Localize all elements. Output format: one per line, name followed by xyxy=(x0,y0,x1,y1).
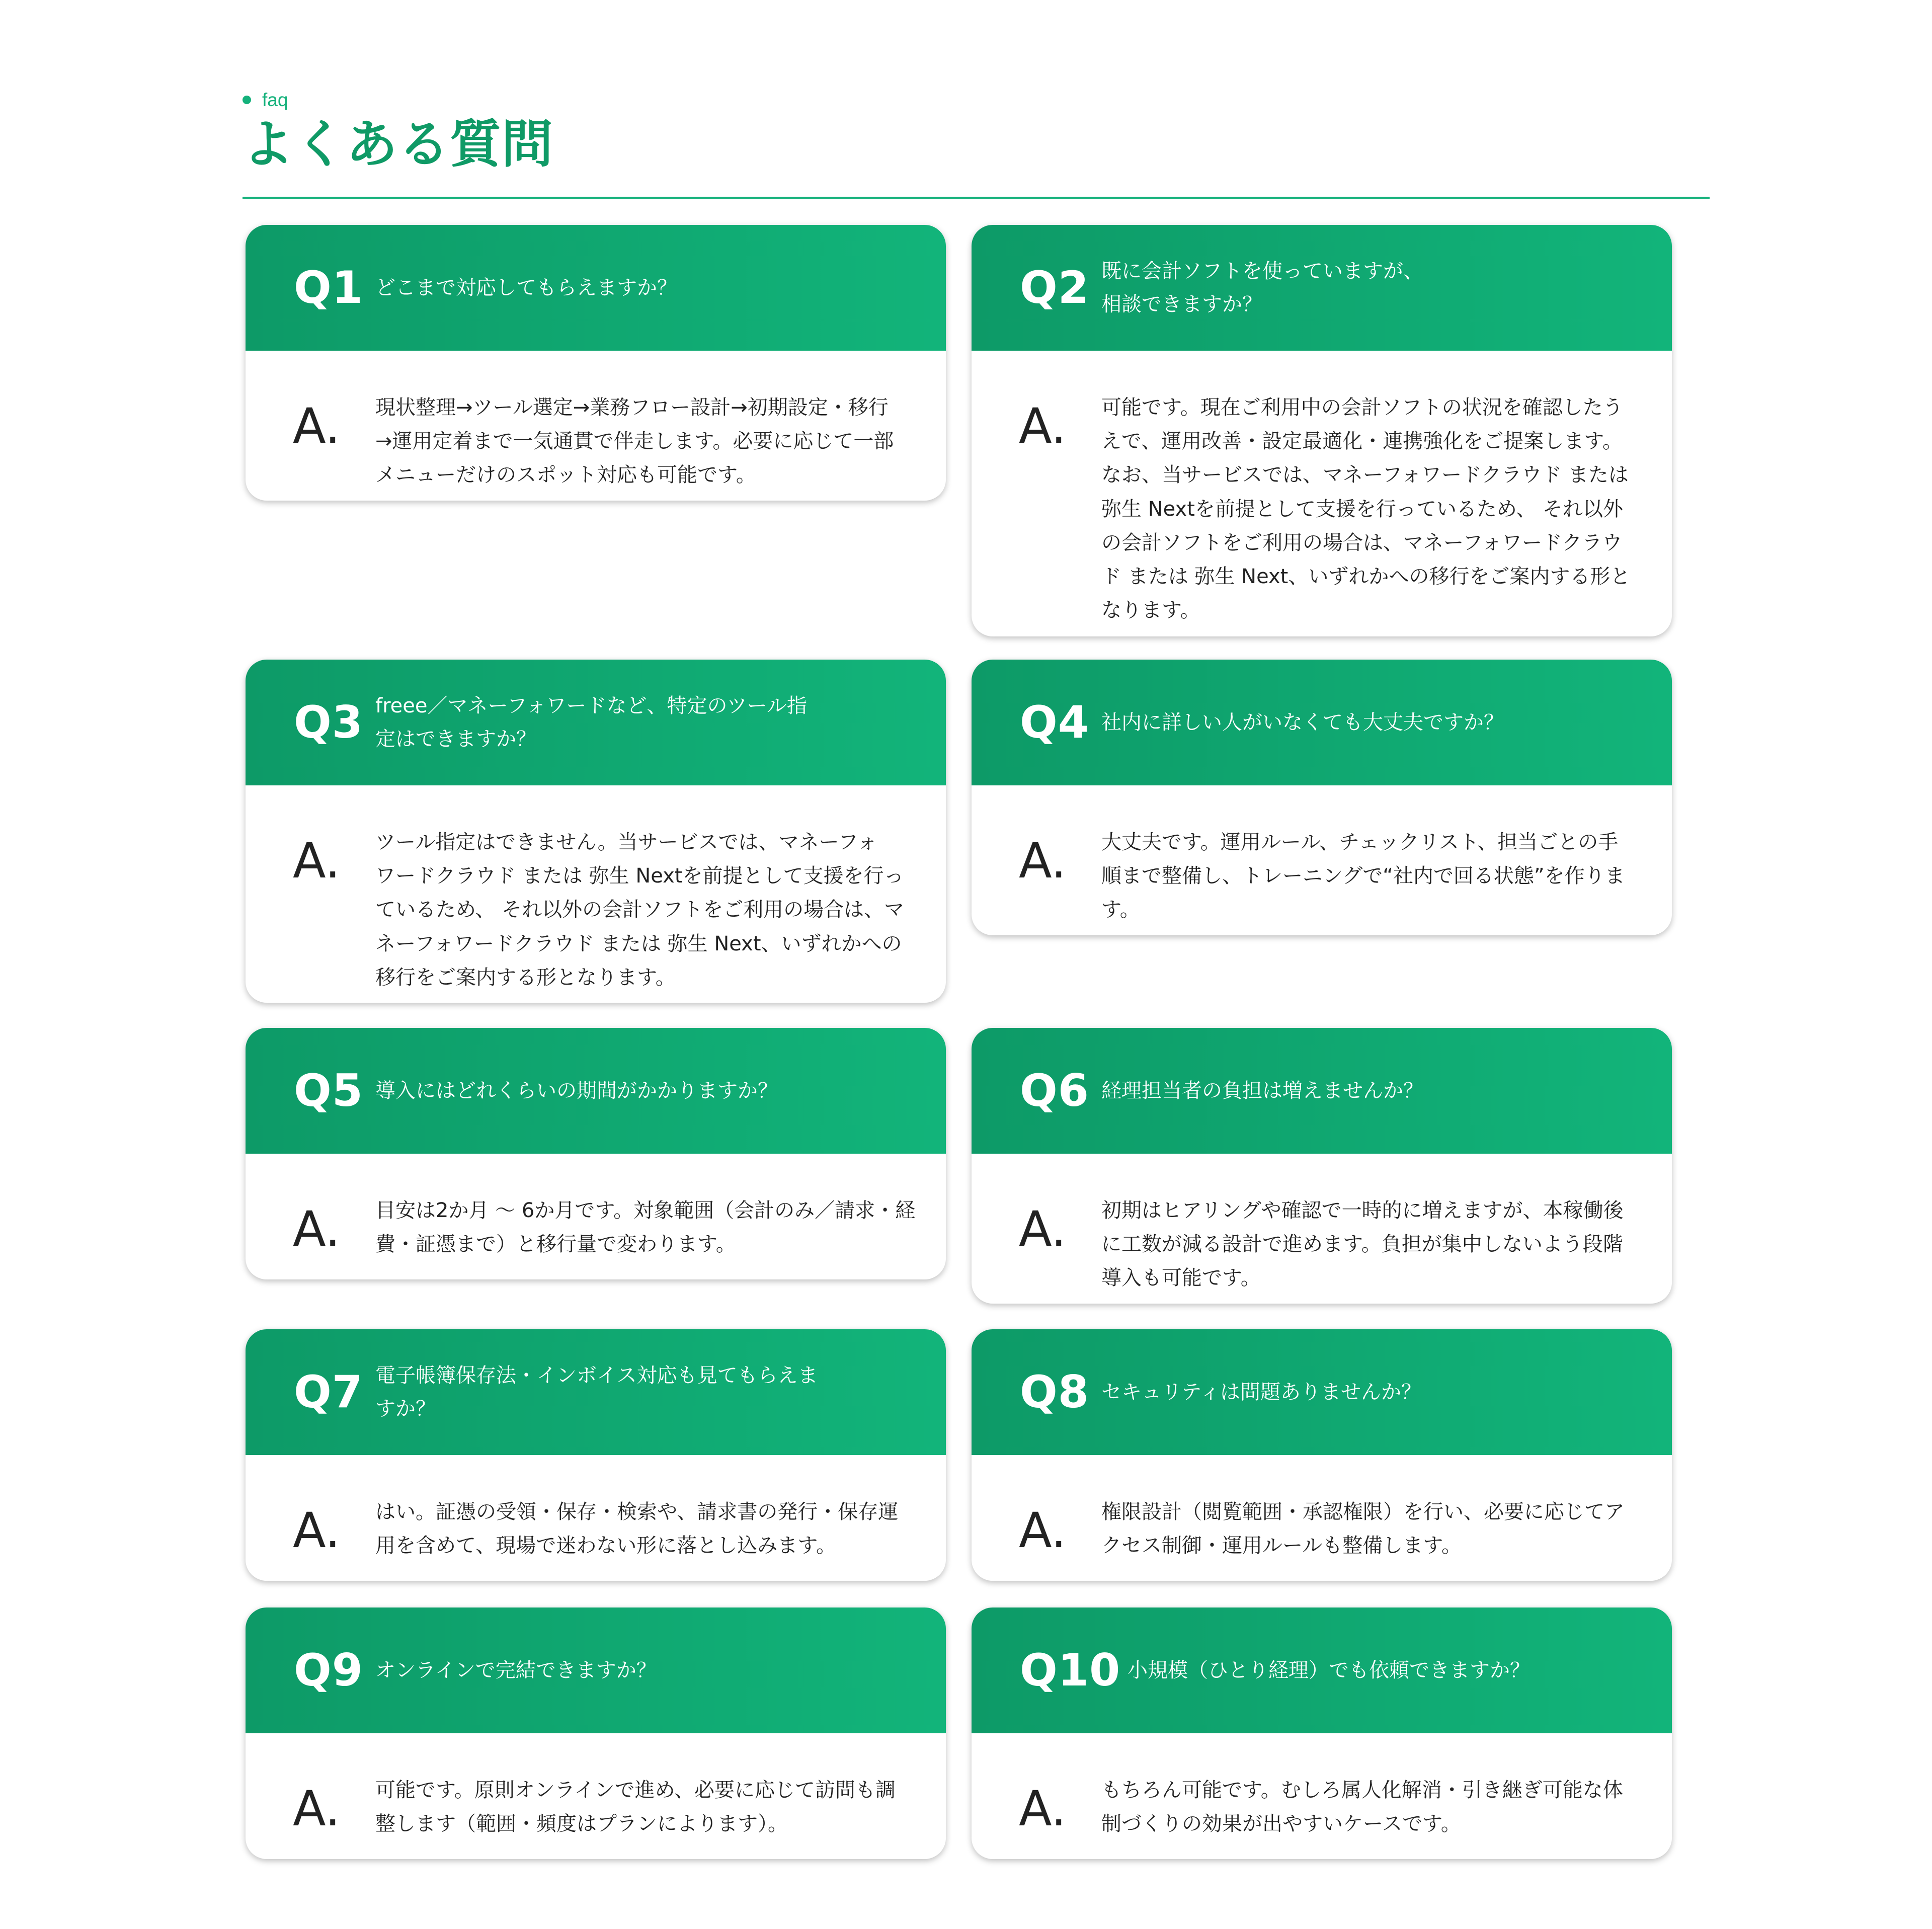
faq-question-header xyxy=(972,1608,1672,1733)
answer-text: 可能です。原則オンラインで進め、必要に応じて訪問も調 整します（範囲・頻度はプランによります）。 xyxy=(375,1779,896,1836)
faq-card-q8 xyxy=(972,1329,1672,1581)
question-text: freee／マネーフォワードなど、特定のツール指 定はできますか？ xyxy=(375,694,807,751)
faq-question-header xyxy=(246,660,946,785)
question-text: オンラインで完結できますか？ xyxy=(375,1659,657,1682)
question-text: 小規模（ひとり経理）でも依頼できますか？ xyxy=(1128,1659,1530,1682)
answer-text: はい。証憑の受領・保存・検索や、請求書の発行・保存運 用を含めて、現場で迷わない形に落とし込みます。 xyxy=(375,1500,899,1558)
question-number: Q3 xyxy=(294,696,364,748)
answer-text: 大丈夫です。運用ルール、チェックリスト、担当ごとの手 順まで整備し、トレーニングで“社内で回る状態”を作りま す。 xyxy=(1101,831,1625,922)
faq-card-q5 xyxy=(246,1028,946,1279)
faq-question-header xyxy=(246,225,946,351)
faq-question-header xyxy=(972,660,1672,785)
question-text: 導入にはどれくらいの期間がかかりますか？ xyxy=(375,1079,778,1102)
question-number: Q2 xyxy=(1020,262,1090,313)
question-text: セキュリティは問題ありませんか？ xyxy=(1101,1381,1421,1404)
answer-text: 可能です。現在ご利用中の会計ソフトの状況を確認したう えで、運用改善・設定最適化・連携強化をご提案します。 なお、当サービスでは、マネーフォワードクラウド または 弥生 Nextを前提として支援を行っているため、 それ以外 の会計ソフトをご利用の場合は、マネーフォワードクラウ ド または 弥生 Next、いずれかへの移行をご案内する形と なります。 xyxy=(1101,396,1631,622)
question-number: Q5 xyxy=(294,1065,364,1116)
answer-text: もちろん可能です。むしろ属人化解消・引き継ぎ可能な体 制づくりの効果が出やすいケースです。 xyxy=(1101,1779,1623,1836)
question-text: 電子帳簿保存法・インボイス対応も見てもらえま すか？ xyxy=(375,1364,818,1420)
section-label: faq xyxy=(262,90,288,110)
title-divider xyxy=(243,197,1710,199)
question-number: Q1 xyxy=(294,262,364,313)
answer-mark: A. xyxy=(1019,398,1067,454)
answer-text: 権限設計（閲覧範囲・承認権限）を行い、必要に応じてア クセス制御・運用ルールも整備します。 xyxy=(1101,1500,1625,1558)
faq-question-header xyxy=(972,1028,1672,1154)
faq-card-q9 xyxy=(246,1608,946,1859)
faq-question-header xyxy=(972,1329,1672,1455)
section-label-row xyxy=(243,91,288,109)
question-text: どこまで対応してもらえますか？ xyxy=(375,276,677,299)
answer-mark: A. xyxy=(1019,833,1067,889)
faq-card-q2 xyxy=(972,225,1672,636)
answer-text: 目安は2か月 〜 6か月です。対象範囲（会計のみ／請求・経 費・証憑まで）と移行量で変わります。 xyxy=(375,1199,916,1256)
faq-card-q10 xyxy=(972,1608,1672,1859)
bullet-dot-icon xyxy=(243,96,251,104)
answer-mark: A. xyxy=(1019,1502,1067,1559)
answer-text: 現状整理→ツール選定→業務フロー設計→初期設定・移行 →運用定着まで一気通貫で伴走します。必要に応じて一部 メニューだけのスポット対応も可能です。 xyxy=(375,396,894,487)
section-title: よくある質問 xyxy=(243,115,553,175)
answer-mark: A. xyxy=(1019,1201,1067,1257)
question-number: Q6 xyxy=(1020,1065,1090,1116)
answer-text: ツール指定はできません。当サービスでは、マネーフォ ワードクラウド または 弥生 Nextを前提として支援を行っ ているため、 それ以外の会計ソフトをご利用の場合は、マ ネーフォワードクラウド または 弥生 Next、いずれかへの 移行をご案内する形となります。 xyxy=(375,831,905,989)
faq-question-header xyxy=(246,1329,946,1455)
faq-card-q7 xyxy=(246,1329,946,1581)
faq-card-q1 xyxy=(246,225,946,501)
answer-mark: A. xyxy=(293,833,341,889)
question-number: Q9 xyxy=(294,1644,364,1696)
faq-card-q3 xyxy=(246,660,946,1003)
question-number: Q4 xyxy=(1020,696,1090,748)
answer-text: 初期はヒアリングや確認で一時的に増えますが、本稼働後 に工数が減る設計で進めます。負担が集中しないよう段階 導入も可能です。 xyxy=(1101,1199,1624,1290)
faq-question-header xyxy=(246,1028,946,1154)
faq-question-header xyxy=(972,225,1672,351)
faq-card-q6 xyxy=(972,1028,1672,1304)
question-number: Q8 xyxy=(1020,1366,1090,1418)
question-text: 既に会計ソフトを使っていますが、 相談できますか？ xyxy=(1101,260,1423,316)
question-number: Q7 xyxy=(294,1366,364,1418)
faq-card-q4 xyxy=(972,660,1672,935)
question-text: 社内に詳しい人がいなくても大丈夫ですか？ xyxy=(1101,711,1504,734)
question-text: 経理担当者の負担は増えませんか？ xyxy=(1101,1079,1423,1102)
answer-mark: A. xyxy=(293,1781,341,1837)
answer-mark: A. xyxy=(293,1201,341,1257)
answer-mark: A. xyxy=(293,398,341,454)
faq-question-header xyxy=(246,1608,946,1733)
question-number: Q10 xyxy=(1020,1644,1121,1696)
answer-mark: A. xyxy=(293,1502,341,1559)
answer-mark: A. xyxy=(1019,1781,1067,1837)
